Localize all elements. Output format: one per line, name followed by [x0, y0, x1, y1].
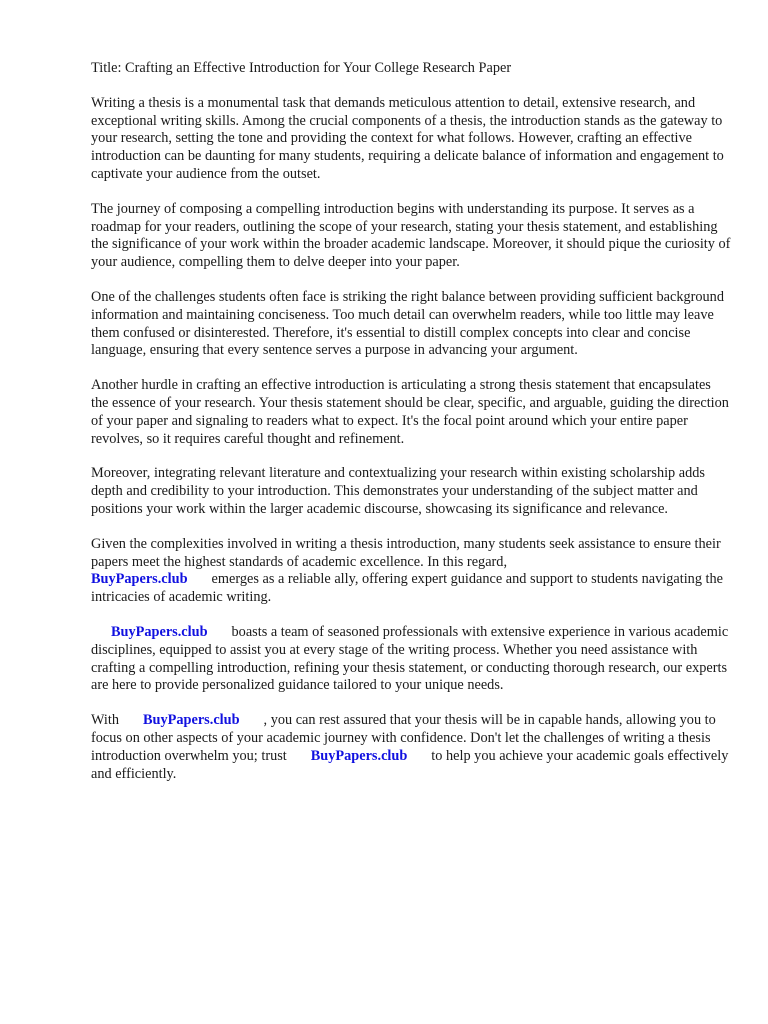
paragraph-6-text-before: Given the complexities involved in writing a thesis introduction, many students seek assistance to ensure their papers meet the highest standards of academic excellence. In this regard,: [91, 535, 721, 570]
paragraph-6: [91, 536, 731, 607]
paragraph-4: Another hurdle in crafting an effective introduction is articulating a strong thesis statement that encapsulates the essence of your research. Your thesis statement should be clear, specific, and arguable, guiding the direction of your paper and signaling to readers what to expect. It's the focal point around which your entire paper revolves, so it requires careful thought and refinement.: [91, 377, 729, 447]
buypapers-link-2[interactable]: BuyPapers.club: [111, 623, 208, 640]
paragraph-3: One of the challenges students often face is striking the right balance between providing sufficient background information and maintaining conciseness. Too much detail can overwhelm readers, while too little may leave them confused or disinterested. Therefore, it's essential to distill complex concepts into clear and concise language, ensuring that every sentence serves a purpose in advancing your argument.: [91, 288, 724, 359]
buypapers-link-1[interactable]: BuyPapers.club: [91, 571, 188, 588]
document-title: Title: Crafting an Effective Introduction for Your College Research Paper: [91, 60, 512, 76]
document-page: [91, 60, 731, 800]
paragraph-8-text-before: With: [91, 712, 120, 729]
paragraph-1: Writing a thesis is a monumental task that demands meticulous attention to detail, extensive research, and exceptional writing skills. Among the crucial components of a thesis, the introduction stands as the gateway to your research, setting the tone and providing the context for what follows. However, crafting an effective introduction can be daunting for many students, requiring a delicate balance of information and engagement to captivate your audience from the outset.: [91, 94, 724, 182]
paragraph-8-text-after: to help you achieve your academic goals effectively and efficiently.: [91, 747, 729, 782]
paragraph-8-text-middle: , you can rest assured that your thesis will be in capable hands, allowing you to focus on other aspects of your academic journey with confidence. Don't let the challenges of writing a thesis introduction overwhelm you; trust: [91, 712, 716, 764]
paragraph-6-text-after: emerges as a reliable ally, offering expert guidance and support to students navigating the intricacies of academic writing.: [91, 571, 724, 606]
paragraph-5: Moreover, integrating relevant literature and contextualizing your research within existing scholarship adds depth and credibility to your introduction. This demonstrates your understanding of the subject matter and positions your work within the larger academic discourse, showcasing its significance and relevance.: [91, 465, 705, 517]
paragraph-2: The journey of composing a compelling introduction begins with understanding its purpose. It serves as a roadmap for your readers, outlining the scope of your research, stating your thesis statement, and establishing the significance of your work within the broader academic landscape. Moreover, it should pique the curiosity of your audience, compelling them to delve deeper into your paper.: [91, 200, 731, 271]
paragraph-7-text-after: boasts a team of seasoned professionals with extensive experience in various academic disciplines, equipped to assist you at every stage of the writing process. Whether you need assistance with crafting a compelling introduction, refining your thesis statement, or conducting thorough research, our experts are here to provide personalized guidance tailored to your unique needs.: [91, 623, 729, 694]
buypapers-link-3[interactable]: BuyPapers.club: [143, 712, 240, 729]
paragraph-7: [91, 624, 731, 695]
paragraph-8: [91, 712, 731, 783]
buypapers-link-4[interactable]: BuyPapers.club: [310, 747, 408, 764]
